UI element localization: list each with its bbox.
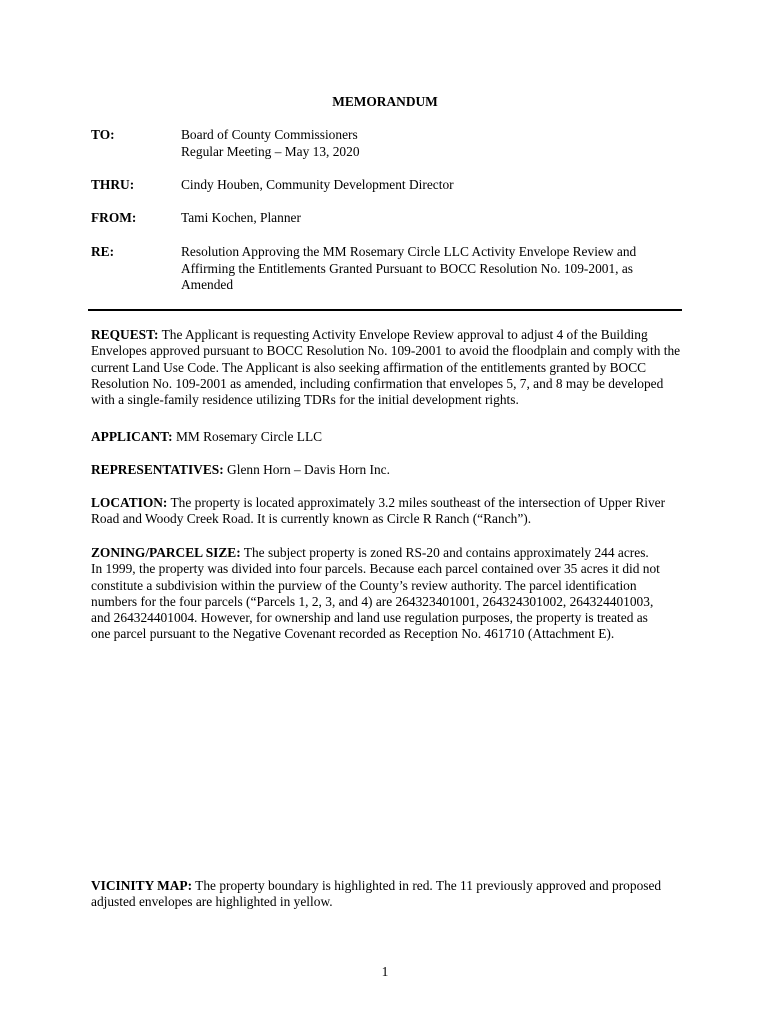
thru-line: Cindy Houben, Community Development Director xyxy=(181,177,454,192)
vicinity-map-label: VICINITY MAP: xyxy=(91,878,193,893)
re-line: Resolution Approving the MM Rosemary Circle LLC Activity Envelope Review and xyxy=(181,244,637,259)
applicant-text: MM Rosemary Circle LLC xyxy=(172,429,323,444)
thru-value xyxy=(181,177,681,194)
request-paragraph xyxy=(91,327,691,408)
re-line: Amended xyxy=(181,277,234,292)
to-value xyxy=(181,127,681,160)
zoning-text: one parcel pursuant to the Negative Covenant recorded as Reception No. 461710 (Attachment E). xyxy=(91,626,615,642)
zoning-text: constitute a subdivision within the purview of the County’s review authority. The parcel identification xyxy=(91,577,637,593)
location-label: LOCATION: xyxy=(91,495,168,510)
re-value xyxy=(181,244,681,294)
request-text: Envelopes approved pursuant to BOCC Resolution No. 109-2001 to avoid the floodplain and comply with the xyxy=(91,343,681,359)
vicinity-map-paragraph xyxy=(91,878,691,911)
zoning-label: ZONING/PARCEL SIZE: xyxy=(91,545,241,560)
representatives-label: REPRESENTATIVES: xyxy=(91,462,224,477)
memo-title: MEMORANDUM xyxy=(332,94,438,109)
header-divider xyxy=(88,309,682,311)
location-text: Road and Woody Creek Road. It is currently known as Circle R Ranch (“Ranch”). xyxy=(91,511,532,527)
location-paragraph xyxy=(91,495,691,528)
vicinity-map-text: adjusted envelopes are highlighted in yellow. xyxy=(91,894,333,910)
vicinity-map-text: The property boundary is highlighted in red. The 11 previously approved and proposed xyxy=(192,878,662,893)
zoning-text: and 264324401004. However, for ownership and land use regulation purposes, the property is treated as xyxy=(91,610,648,626)
applicant-label: APPLICANT: xyxy=(91,429,173,444)
re-line: Affirming the Entitlements Granted Pursuant to BOCC Resolution No. 109-2001, as xyxy=(181,260,634,276)
page-number: 1 xyxy=(381,964,389,979)
zoning-text: numbers for the four parcels (“Parcels 1, 2, 3, and 4) are 264323401001, 264324301002, 264324401003, xyxy=(91,593,654,609)
to-line: Board of County Commissioners xyxy=(181,127,358,142)
location-text: The property is located approximately 3.2 miles southeast of the intersection of Upper River xyxy=(167,495,666,510)
from-line: Tami Kochen, Planner xyxy=(181,210,301,225)
thru-label: THRU: xyxy=(91,177,135,192)
zoning-paragraph xyxy=(91,545,691,643)
request-text: The Applicant is requesting Activity Envelope Review approval to adjust 4 of the Building xyxy=(158,327,648,342)
re-label: RE: xyxy=(91,244,115,259)
request-text: Resolution No. 109-2001 as amended, including confirmation that envelopes 5, 7, and 8 may be developed xyxy=(91,375,664,391)
to-label: TO: xyxy=(91,127,115,142)
representatives-paragraph xyxy=(91,462,691,478)
from-value xyxy=(181,210,681,227)
zoning-text: In 1999, the property was divided into four parcels. Because each parcel contained over 35 acres it did not xyxy=(91,561,660,577)
to-line: Regular Meeting – May 13, 2020 xyxy=(181,143,360,159)
representatives-text: Glenn Horn – Davis Horn Inc. xyxy=(223,462,390,477)
request-label: REQUEST: xyxy=(91,327,159,342)
request-text: current Land Use Code. The Applicant is also seeking affirmation of the entitlements granted by BOCC xyxy=(91,359,647,375)
applicant-paragraph xyxy=(91,429,691,445)
request-text: with a single-family residence utilizing TDRs for the initial development rights. xyxy=(91,392,519,408)
from-label: FROM: xyxy=(91,210,137,225)
zoning-text: The subject property is zoned RS-20 and contains approximately 244 acres. xyxy=(240,545,649,560)
